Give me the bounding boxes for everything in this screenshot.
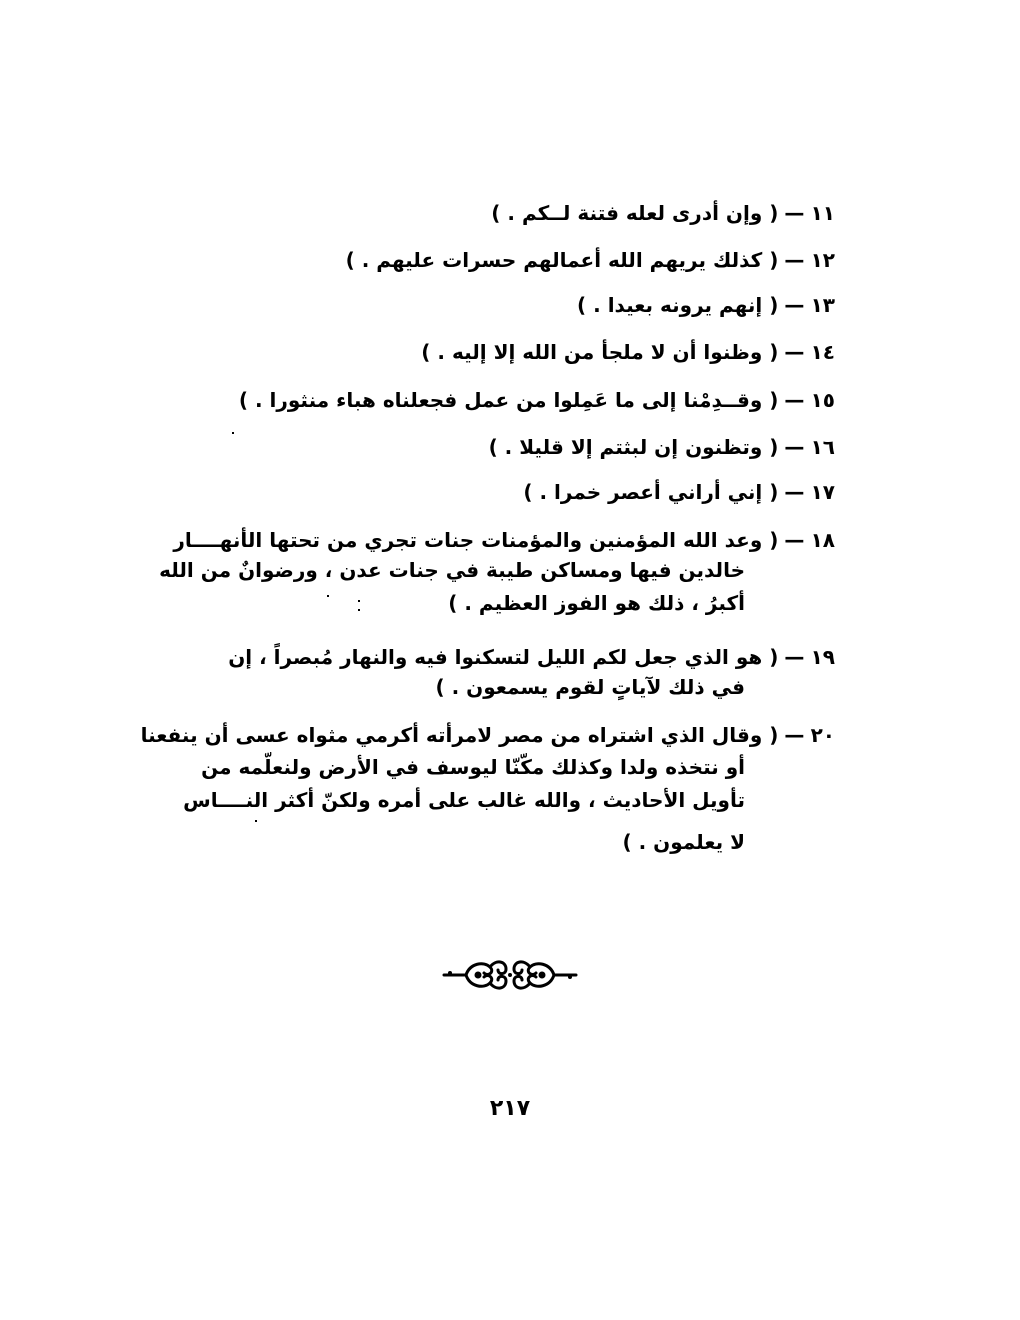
item-dash: — — [784, 340, 805, 364]
item-text: ( وقــدِمْنا إلى ما عَمِلوا من عمل فجعلناه هباء منثورا . ) — [238, 388, 779, 412]
item-number: ١٥ — [810, 388, 835, 412]
item-number: ١٧ — [810, 480, 835, 504]
list-item-12 — [346, 247, 835, 273]
item-text: ( وتظنون إن لبثتم إلا قليلا . ) — [488, 435, 779, 459]
list-item-11 — [491, 200, 835, 226]
scan-speck — [358, 609, 360, 611]
item-number: ١٨ — [810, 528, 835, 552]
list-item-19 — [183, 644, 835, 670]
list-item-20 — [140, 722, 835, 748]
item-text: ( كذلك يريهم الله أعمالهم حسرات عليهم . ) — [345, 248, 779, 272]
list-item-20-line-4: لا يعلمون . ) — [622, 830, 745, 854]
item-dash: — — [784, 528, 805, 552]
list-item-18 — [173, 527, 835, 553]
scan-speck — [232, 432, 234, 434]
item-text: ( هو الذي جعل لكم الليل لتسكنوا فيه والنهار مُبصراً ، إن — [228, 645, 779, 669]
item-text: ( وقال الذي اشتراه من مصر لامرأته أكرمي مثواه عسى أن ينفعنا — [140, 723, 779, 747]
list-item-13 — [577, 292, 835, 318]
item-text: ( وإن أدرى لعله فتنة لــكم . ) — [491, 201, 779, 225]
list-item-14 — [421, 339, 835, 365]
item-number: ١١ — [810, 201, 835, 225]
scan-speck — [255, 820, 257, 822]
list-item-20-line-2: أو نتخذه ولدا وكذلك مكّنّا ليوسف في الأرض ولنعلّمه من — [201, 755, 745, 779]
item-dash: — — [784, 293, 805, 317]
item-number: ١٤ — [810, 340, 835, 364]
list-item-20-line-3: تأويل الأحاديث ، والله غالب على أمره ولكنّ أكثر النــــاس — [183, 788, 745, 812]
item-dash: — — [784, 645, 805, 669]
list-item-18-line-2: خالدين فيها ومساكن طيبة في جنات عدن ، ورضوانٌ من الله — [159, 558, 745, 582]
item-dash: — — [784, 480, 805, 504]
page-number: ٢١٧ — [489, 1096, 531, 1121]
item-number: ١٩ — [810, 645, 835, 669]
list-item-17 — [523, 479, 835, 505]
item-text: ( إني أراني أعصر خمرا . ) — [523, 480, 779, 504]
item-dash: — — [784, 388, 805, 412]
item-text: ( إنهم يرونه بعيدا . ) — [577, 293, 779, 317]
list-item-18-line-3: أكبرُ ، ذلك هو الفوز العظيم . ) — [448, 591, 745, 615]
item-number: ٢٠ — [810, 723, 835, 747]
item-number: ١٣ — [810, 293, 835, 317]
list-item-15 — [239, 387, 835, 413]
ornament-divider-icon — [440, 955, 580, 995]
list-item-19-line-2: في ذلك لآياتٍ لقوم يسمعون . ) — [435, 675, 745, 699]
list-item-16 — [489, 434, 835, 460]
item-dash: — — [784, 435, 805, 459]
item-dash: — — [784, 248, 805, 272]
item-dash: — — [784, 723, 805, 747]
item-number: ١٦ — [810, 435, 835, 459]
item-dash: — — [784, 201, 805, 225]
item-text: ( وعد الله المؤمنين والمؤمنات جنات تجري من تحتها الأنهــــار — [173, 528, 779, 552]
scan-speck — [358, 600, 360, 602]
scan-speck — [327, 595, 329, 597]
item-number: ١٢ — [810, 248, 835, 272]
item-text: ( وظنوا أن لا ملجأ من الله إلا إليه . ) — [421, 340, 779, 364]
